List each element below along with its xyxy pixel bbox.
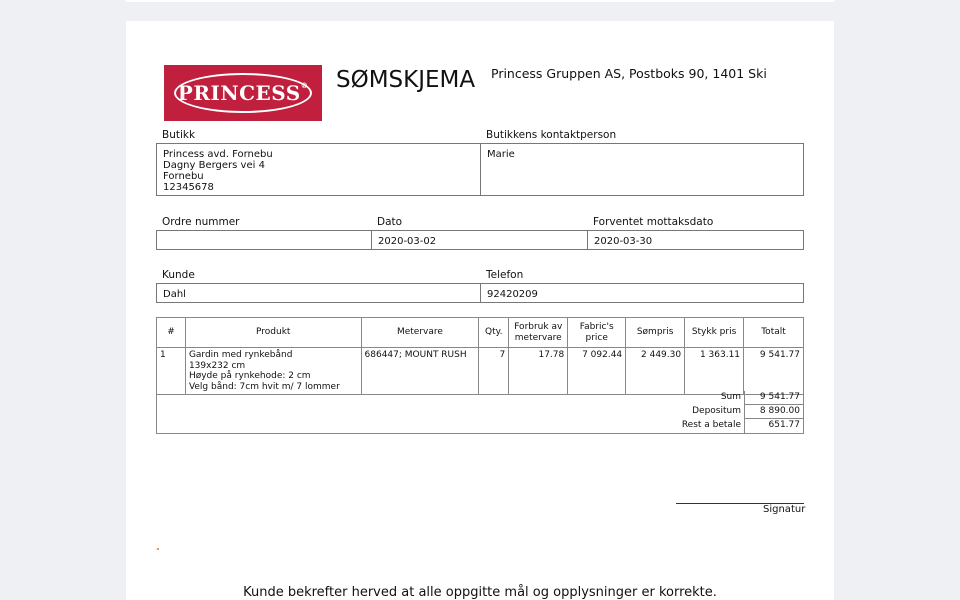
col-header: Produkt bbox=[185, 318, 361, 348]
col-header: # bbox=[157, 318, 186, 348]
deposit-value: 8 890.00 bbox=[744, 405, 803, 419]
store-line: Princess avd. Fornebu bbox=[163, 149, 273, 160]
order-number-label: Ordre nummer bbox=[162, 216, 240, 228]
order-form-page bbox=[126, 21, 834, 600]
sum-value: 9 541.77 bbox=[744, 391, 803, 405]
col-header: Totalt bbox=[744, 318, 804, 348]
col-header: Sømpris bbox=[626, 318, 685, 348]
sum-row bbox=[603, 391, 803, 405]
store-label: Butikk bbox=[162, 129, 196, 141]
contact-label: Butikkens kontaktperson bbox=[486, 129, 617, 141]
product-line: 139x232 cm bbox=[188, 360, 246, 371]
items-table bbox=[156, 317, 804, 395]
logo-wordmark: PRINCESS® bbox=[177, 81, 309, 105]
signature-label: Signatur bbox=[763, 504, 806, 515]
product-line: Gardin med rynkebånd bbox=[188, 350, 293, 360]
date-label: Dato bbox=[377, 216, 403, 228]
rest-label: Rest a betale bbox=[681, 420, 741, 430]
row-metervare: 686447; MOUNT RUSH bbox=[361, 348, 479, 395]
company-address: Princess Gruppen AS, Postboks 90, 1401 Ski bbox=[491, 66, 767, 81]
store-box bbox=[156, 143, 481, 196]
customer-label: Kunde bbox=[162, 269, 195, 281]
product-line: Høyde på rynkehode: 2 cm bbox=[188, 371, 311, 381]
customer-field: Dahl bbox=[156, 283, 481, 303]
princess-logo bbox=[164, 65, 322, 121]
confirmation-text: Kunde bekrefter herved at alle oppgitte mål og opplysninger er korrekte. bbox=[243, 585, 717, 600]
row-product bbox=[185, 348, 361, 395]
date-field: 2020-03-02 bbox=[371, 230, 588, 250]
expected-date-label: Forventet mottaksdato bbox=[593, 216, 714, 228]
contact-box bbox=[480, 143, 804, 196]
row-forbruk: 17.78 bbox=[509, 348, 568, 395]
sum-label: Sum bbox=[720, 392, 741, 402]
form-title: SØMSKJEMA bbox=[336, 67, 476, 93]
deposit-label: Depositum bbox=[692, 406, 741, 416]
quote-mark: " bbox=[156, 547, 160, 556]
row-stykk-pris: 1 363.11 bbox=[685, 348, 744, 395]
row-totalt: 9 541.77 bbox=[744, 348, 804, 395]
row-qty: 7 bbox=[479, 348, 509, 395]
page-top-edge bbox=[126, 0, 834, 2]
rest-row bbox=[603, 419, 803, 433]
col-header: Fabric's price bbox=[568, 318, 626, 348]
totals-block bbox=[156, 391, 804, 434]
deposit-row bbox=[603, 405, 803, 419]
expected-date-field: 2020-03-30 bbox=[587, 230, 804, 250]
col-header: Metervare bbox=[361, 318, 479, 348]
row-number: 1 bbox=[157, 348, 186, 395]
col-header: Forbruk av metervare bbox=[509, 318, 568, 348]
store-line: Fornebu bbox=[163, 171, 204, 182]
store-line: Dagny Bergers vei 4 bbox=[163, 160, 265, 171]
col-header: Qty. bbox=[479, 318, 509, 348]
product-line: Velg bånd: 7cm hvit m/ 7 lommer bbox=[188, 381, 340, 392]
row-fabric-price: 7 092.44 bbox=[568, 348, 626, 395]
rest-value: 651.77 bbox=[744, 419, 803, 433]
row-sompris: 2 449.30 bbox=[626, 348, 685, 395]
phone-field: 92420209 bbox=[480, 283, 804, 303]
phone-label: Telefon bbox=[486, 269, 524, 281]
table-header-row bbox=[157, 318, 804, 348]
col-header: Stykk pris bbox=[685, 318, 744, 348]
contact-value: Marie bbox=[487, 149, 515, 160]
store-line: 12345678 bbox=[163, 182, 214, 193]
order-number-field bbox=[156, 230, 372, 250]
table-row bbox=[157, 348, 804, 395]
